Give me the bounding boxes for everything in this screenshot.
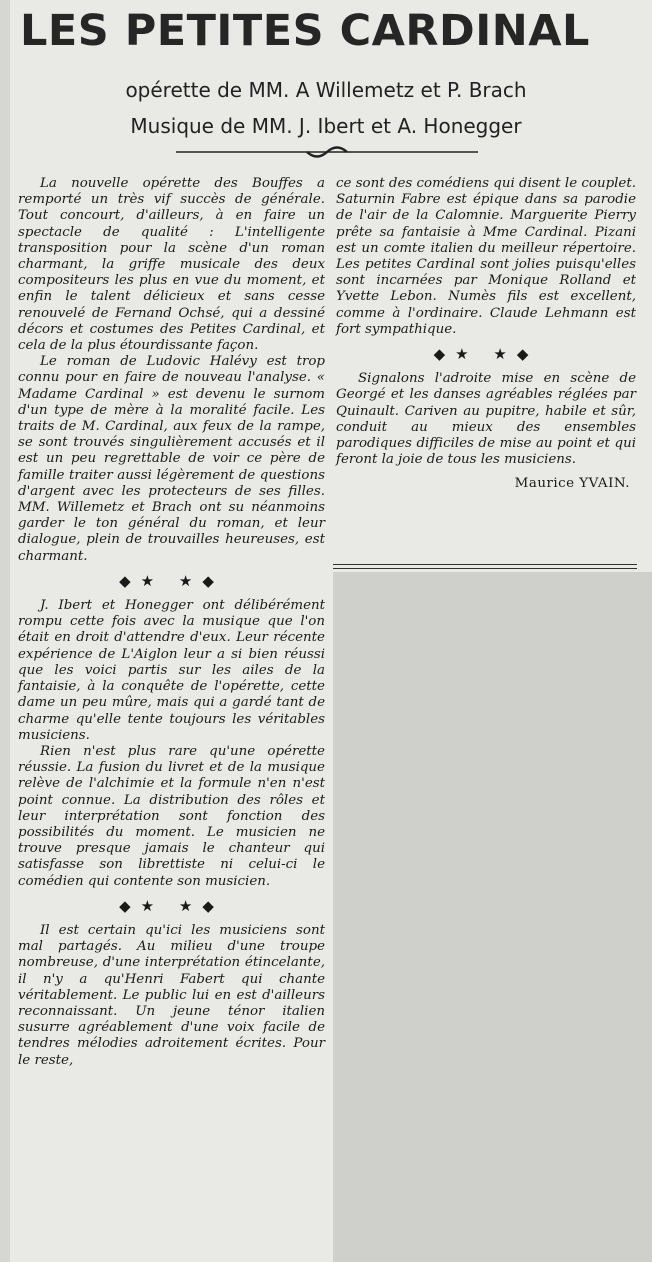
separator-stars: ★ ★	[140, 571, 203, 590]
paragraph: Rien n'est plus rare qu'une opérette réussie. La fusion du livret et de la musique relève de l'alchimie et la formule n'en n'est point connue. La distribution des rôles et leur interprétation sont fonction des possibilités du moment. Le musicien ne trouve presque jamais le chanteur qui satisfasse son librettiste ni celui-ci le comédien qui contente son musicien.	[18, 743, 325, 889]
paragraph: La nouvelle opérette des Bouffes a remporté un très vif succès de générale. Tout concourt, d'ailleurs, à en faire un spectacle de qualité : L'intelligente transposition pour la scène d'un roman charmant, la griffe musicale des deux compositeurs les plus en vue du moment, et enfin le talent délicieux et sans cesse renouvelé de Fernand Ochsé, qui a dessiné décors et costumes des Petites Cardinal, et cela de la plus étourdissante façon.	[18, 176, 325, 354]
paragraph: ce sont des comédiens qui disent le couplet. Saturnin Fabre est épique dans sa parodie de l'air de la Calomnie. Marguerite Pierry prête sa fantaisie à Mme Cardinal. Pizani est un comte italien du meilleur répertoire. Les petites Cardinal sont jolies puisqu'elles sont incarnées par Monique Rolland et Yvette Lebon. Numès fils est excellent, comme à l'ordinaire. Claude Lehmann est fort sympathique.	[336, 176, 636, 337]
paragraph: Il est certain qu'ici les musiciens sont mal partagés. Au milieu d'une troupe nombreuse, d'une interprétation étincelante, il n'y a qu'Henri Fabert qui chante véritablement. Le public lui en est d'ailleurs reconnaissant. Un jeune ténor italien susurre agréablement d'une voix facile de tendres mélodies adroitement écrites. Pour le reste,	[18, 922, 325, 1068]
paragraph: Signalons l'adroite mise en scène de Georgé et les danses agréables réglées par Quinault. Cariven au pupitre, habile et sûr, conduit au mieux des ensembles parodiques difficiles de mise au point et qui feront la joie de tous les musiciens.	[336, 371, 636, 468]
article-title: LES PETITES CARDINAL	[20, 6, 590, 56]
title-ornament-rule	[176, 146, 478, 160]
paragraph: Le roman de Ludovic Halévy est trop connu pour en faire de nouveau l'analyse. « Madame Cardinal » est devenu le surnom d'un type de mère à la moralité facile. Les traits de M. Cardinal, aux feux de la rampe, se sont trouvés singulièrement accusés et il est un peu regrettable de voir ce père de famille traiter aussi légèrement de questions d'argent avec les protecteurs de ses filles. MM. Willemetz et Brach ont su néanmoins garder le ton général du roman, et leur dialogue, plein de trouvailles heureuses, est charmant.	[18, 354, 325, 564]
blank-backing-paper	[333, 572, 652, 1262]
article-subtitle-music: Musique de MM. J. Ibert et A. Honegger	[130, 114, 522, 138]
article-right-column	[336, 176, 636, 493]
end-double-rule	[333, 564, 637, 569]
separator-stars: ★ ★	[455, 345, 517, 364]
section-separator: ◆★ ★◆	[119, 896, 224, 915]
article-subtitle-authors: opérette de MM. A Willemetz et P. Brach	[125, 78, 527, 102]
paragraph: J. Ibert et Honegger ont délibérément rompu cette fois avec la musique que l'on était en droit d'attendre d'eux. Leur récente expérience de L'Aiglon leur a si bien réussi que les voici partis sur les ailes de la fantaisie, à la conquête de l'opérette, cette dame un peu mûre, mais qui a gardé tant de charme qu'elle tente toujours les véritables musiciens.	[18, 598, 325, 743]
section-separator: ◆★ ★◆	[119, 571, 224, 590]
section-separator: ◆★ ★◆	[433, 345, 539, 364]
separator-stars: ★ ★	[140, 896, 203, 915]
article-left-column	[18, 176, 325, 1069]
author-signature: Maurice YVAIN.	[514, 476, 630, 492]
